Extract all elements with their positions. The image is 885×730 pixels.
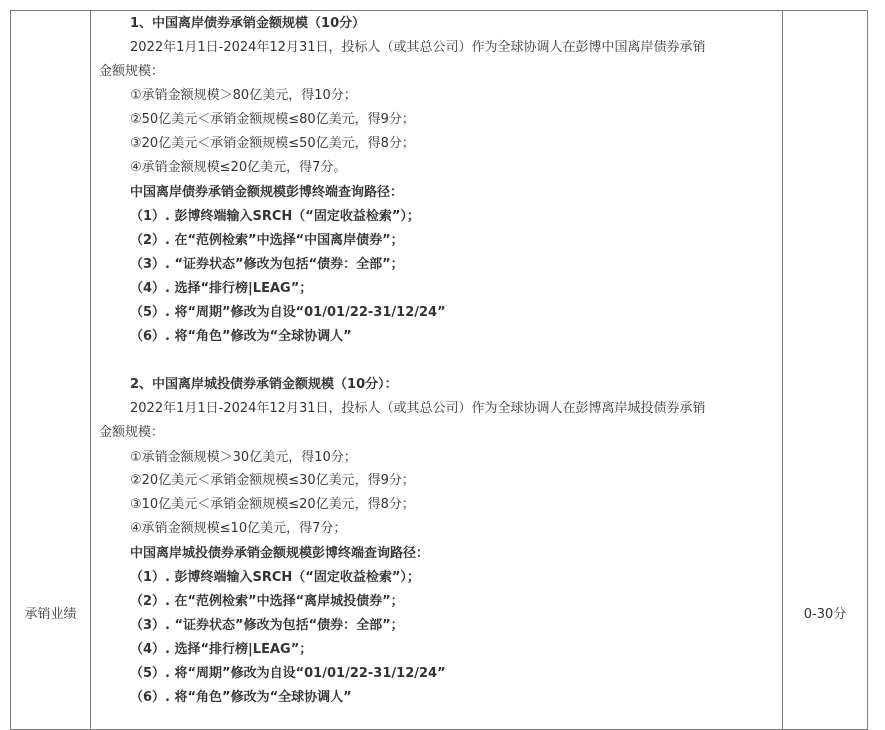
path-title: 中国离岸城投债券承销金额规模彭博终端查询路径：: [130, 546, 430, 561]
path-step: （2）. 在“范例检索”中选择“离岸城投债券”；: [130, 594, 404, 609]
category-cell: [11, 11, 90, 729]
tier-item: ④承销金额规模≤10亿美元，得7分；: [130, 521, 347, 536]
section-title: 1、中国离岸债券承销金额规模（10分）: [130, 16, 366, 31]
path-step: （5）. 将“周期”修改为自设“01/01/22-31/12/24”: [130, 305, 446, 320]
path-step: （5）. 将“周期”修改为自设“01/01/22-31/12/24”: [130, 666, 446, 681]
category-label: 承销业绩: [24, 607, 77, 622]
path-step: （6）. 将“角色”修改为“全球协调人”: [130, 690, 352, 705]
score-cell: [783, 11, 867, 729]
score-range: 0-30分: [803, 607, 847, 622]
intro-text: 金额规模：: [99, 425, 165, 440]
tier-item: ③20亿美元＜承销金额规模≤50亿美元，得8分；: [130, 136, 415, 151]
intro-text: 2022年1月1日-2024年12月31日，投标人（或其总公司）作为全球协调人在彭博离岸城投债券承销: [130, 401, 706, 416]
path-step: （4）. 选择“排行榜|LEAG”；: [130, 281, 313, 296]
path-title: 中国离岸债券承销金额规模彭博终端查询路径：: [130, 185, 404, 200]
tier-item: ①承销金额规模＞30亿美元，得10分；: [130, 450, 357, 465]
path-step: （3）. “证券状态”修改为包括“债券：全部”；: [130, 618, 404, 633]
column-divider: [90, 11, 91, 729]
path-step: （1）. 彭博终端输入SRCH（“固定收益检索”）；: [130, 209, 420, 224]
tier-item: ③10亿美元＜承销金额规模≤20亿美元，得8分；: [130, 497, 415, 512]
intro-text: 金额规模：: [99, 64, 165, 79]
path-step: （6）. 将“角色”修改为“全球协调人”: [130, 329, 352, 344]
path-step: （2）. 在“范例检索”中选择“中国离岸债券”；: [130, 233, 404, 248]
tier-item: ②50亿美元＜承销金额规模≤80亿美元，得9分；: [130, 112, 415, 127]
path-step: （3）. “证券状态”修改为包括“债券：全部”；: [130, 257, 404, 272]
tier-item: ④承销金额规模≤20亿美元，得7分。: [130, 160, 347, 175]
section-title: 2、中国离岸城投债券承销金额规模（10分）：: [130, 377, 398, 392]
intro-text: 2022年1月1日-2024年12月31日，投标人（或其总公司）作为全球协调人在彭博中国离岸债券承销: [130, 40, 706, 55]
scoring-table: [10, 10, 868, 730]
path-step: （1）. 彭博终端输入SRCH（“固定收益检索”）；: [130, 570, 420, 585]
tier-item: ②20亿美元＜承销金额规模≤30亿美元，得9分；: [130, 473, 415, 488]
tier-item: ①承销金额规模＞80亿美元，得10分；: [130, 88, 357, 103]
path-step: （4）. 选择“排行榜|LEAG”；: [130, 642, 313, 657]
